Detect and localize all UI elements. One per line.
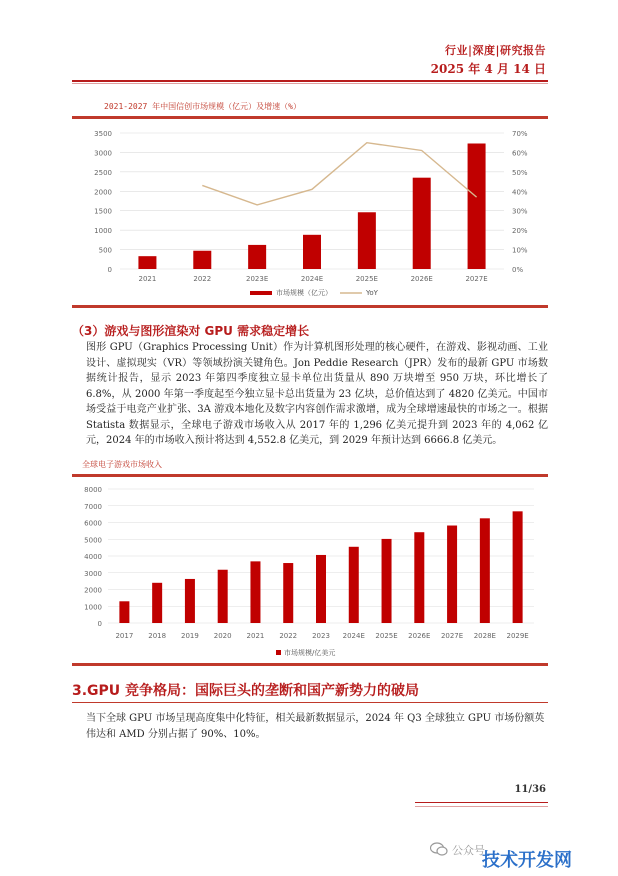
y2-tick-label: 20% <box>512 227 528 236</box>
y-tick-label: 4000 <box>84 553 102 561</box>
x-tick-label: 2028E <box>473 632 496 640</box>
bar <box>193 251 211 269</box>
x-tick-label: 2027E <box>465 275 488 283</box>
heading-divider <box>72 702 548 703</box>
watermark-brand: 技术开发网 <box>482 850 572 871</box>
bar <box>349 547 359 623</box>
bar <box>480 518 490 623</box>
watermark-source: 公众号 <box>452 844 485 857</box>
x-tick-label: 2018 <box>148 632 167 640</box>
y-tick-label: 500 <box>98 246 112 255</box>
y-tick-label: 2500 <box>94 168 112 177</box>
heading-paragraph: 当下全球 GPU 市场呈现高度集中化特征，相关最新数据显示，2024 年 Q3 全球独立 GPU 市场份额英伟达和 AMD 分别占据了 90%、10%。 <box>86 713 545 740</box>
header-divider <box>72 80 548 82</box>
page-number: 11/36 <box>514 784 546 795</box>
x-tick-label: 2023 <box>312 632 330 640</box>
legend-label-line: YoY <box>366 289 378 297</box>
y-tick-label: 8000 <box>84 486 102 494</box>
bar <box>468 143 486 269</box>
legend-label-bar: 市场规模（亿元） <box>276 289 332 297</box>
x-tick-label: 2021 <box>138 275 157 283</box>
legend-swatch-bar <box>276 650 281 655</box>
footer-divider-thin <box>415 806 548 807</box>
legend-label-bar: 市场规模/亿美元 <box>284 649 336 657</box>
section-paragraph: 图形 GPU（Graphics Processing Unit）作为计算机图形处理的核心硬件，在游戏、影视动画、工业设计、虚拟现实（VR）等领域扮演关键角色。Jon Peddie Research（JPR）发布的最新 GPU 市场数据统计报告，显示 2023 年第四季度独立显卡单位出货量从 890 万块增至 950 万块，环比增长了 6.8%，从 2000 年第一季度起至今独立显卡总出货量为 23 亿块，总价值达到了 4820 亿美元。中国市场受益于电竞产业扩张、3A 游戏本地化及数字内容创作需求激增，成为全球增速最快的市场之一。根据 Statista 数据显示，全球电子游戏市场收入从 2017 年的 1,296 亿美元提升到 2023 年的 4,062 亿元，2024 年的市场收入预计将达到 4,552.8 亿美元，到 2029 年预计达到 6666.8 亿美元。 <box>86 342 548 446</box>
x-tick-label: 2017 <box>115 632 134 640</box>
wechat-icon <box>430 842 448 856</box>
y-tick-label: 2000 <box>94 188 112 197</box>
y-tick-label: 3000 <box>84 569 102 578</box>
bar <box>250 561 260 623</box>
x-tick-label: 2025E <box>375 632 398 640</box>
y2-tick-label: 70% <box>512 130 528 138</box>
y-tick-label: 0 <box>107 266 112 274</box>
x-tick-label: 2021 <box>246 632 265 640</box>
chart2-svg <box>72 477 548 663</box>
y-tick-label: 3000 <box>94 149 112 158</box>
x-tick-label: 2022 <box>193 275 212 283</box>
bar <box>358 212 376 269</box>
y-tick-label: 1000 <box>94 227 112 236</box>
y-tick-label: 6000 <box>84 519 102 528</box>
y2-tick-label: 60% <box>512 149 528 158</box>
y2-tick-label: 30% <box>512 207 528 216</box>
y-tick-label: 1500 <box>94 207 112 216</box>
bar <box>513 511 523 623</box>
report-date: 2025 年 4 月 14 日 <box>430 62 546 76</box>
bar <box>218 570 228 623</box>
chart2-frame <box>72 474 548 666</box>
chart1-frame <box>72 116 548 308</box>
y-tick-label: 3500 <box>94 130 112 138</box>
chart2-title: 全球电子游戏市场收入 <box>82 460 162 469</box>
header-divider-thin <box>72 83 548 84</box>
bar <box>447 526 457 623</box>
x-tick-label: 2024E <box>300 275 324 283</box>
bar <box>152 583 162 623</box>
x-tick-label: 2019 <box>181 632 199 640</box>
y-tick-label: 2000 <box>84 586 102 595</box>
x-tick-label: 2027E <box>440 632 464 640</box>
y2-tick-label: 10% <box>512 246 528 255</box>
bar <box>119 601 129 623</box>
y-tick-label: 1000 <box>84 603 102 612</box>
y-tick-label: 5000 <box>84 536 102 545</box>
x-tick-label: 2026E <box>408 632 431 640</box>
bar <box>303 235 321 269</box>
bar <box>414 532 424 623</box>
report-category: 行业|深度|研究报告 <box>444 44 546 57</box>
heading-3: 3.GPU 竞争格局：国际巨头的垄断和国产新势力的破局 <box>72 683 420 699</box>
chart1-svg <box>72 119 548 305</box>
bar <box>382 539 392 623</box>
y2-tick-label: 40% <box>512 188 528 197</box>
x-tick-label: 2026E <box>410 275 433 283</box>
x-tick-label: 2023E <box>246 275 269 283</box>
footer-divider <box>415 802 548 803</box>
y2-tick-label: 0% <box>512 266 524 274</box>
bar <box>316 555 326 623</box>
x-tick-label: 2022 <box>279 632 298 640</box>
section-title: （3）游戏与图形渲染对 GPU 需求稳定增长 <box>72 324 310 338</box>
y-tick-label: 7000 <box>84 502 102 511</box>
bar <box>138 256 156 269</box>
y2-tick-label: 50% <box>512 168 528 177</box>
bar <box>283 563 293 623</box>
yoy-line <box>202 143 476 205</box>
x-tick-label: 2020 <box>213 632 232 640</box>
bar <box>413 178 431 269</box>
chart1-title: 2021-2027 年中国信创市场规模（亿元）及增速（%） <box>104 102 301 111</box>
bar <box>185 579 195 623</box>
y-tick-label: 0 <box>97 620 102 628</box>
legend-swatch-bar <box>250 291 272 295</box>
x-tick-label: 2025E <box>355 275 378 283</box>
x-tick-label: 2029E <box>506 632 529 640</box>
x-tick-label: 2024E <box>342 632 365 640</box>
bar <box>248 245 266 269</box>
